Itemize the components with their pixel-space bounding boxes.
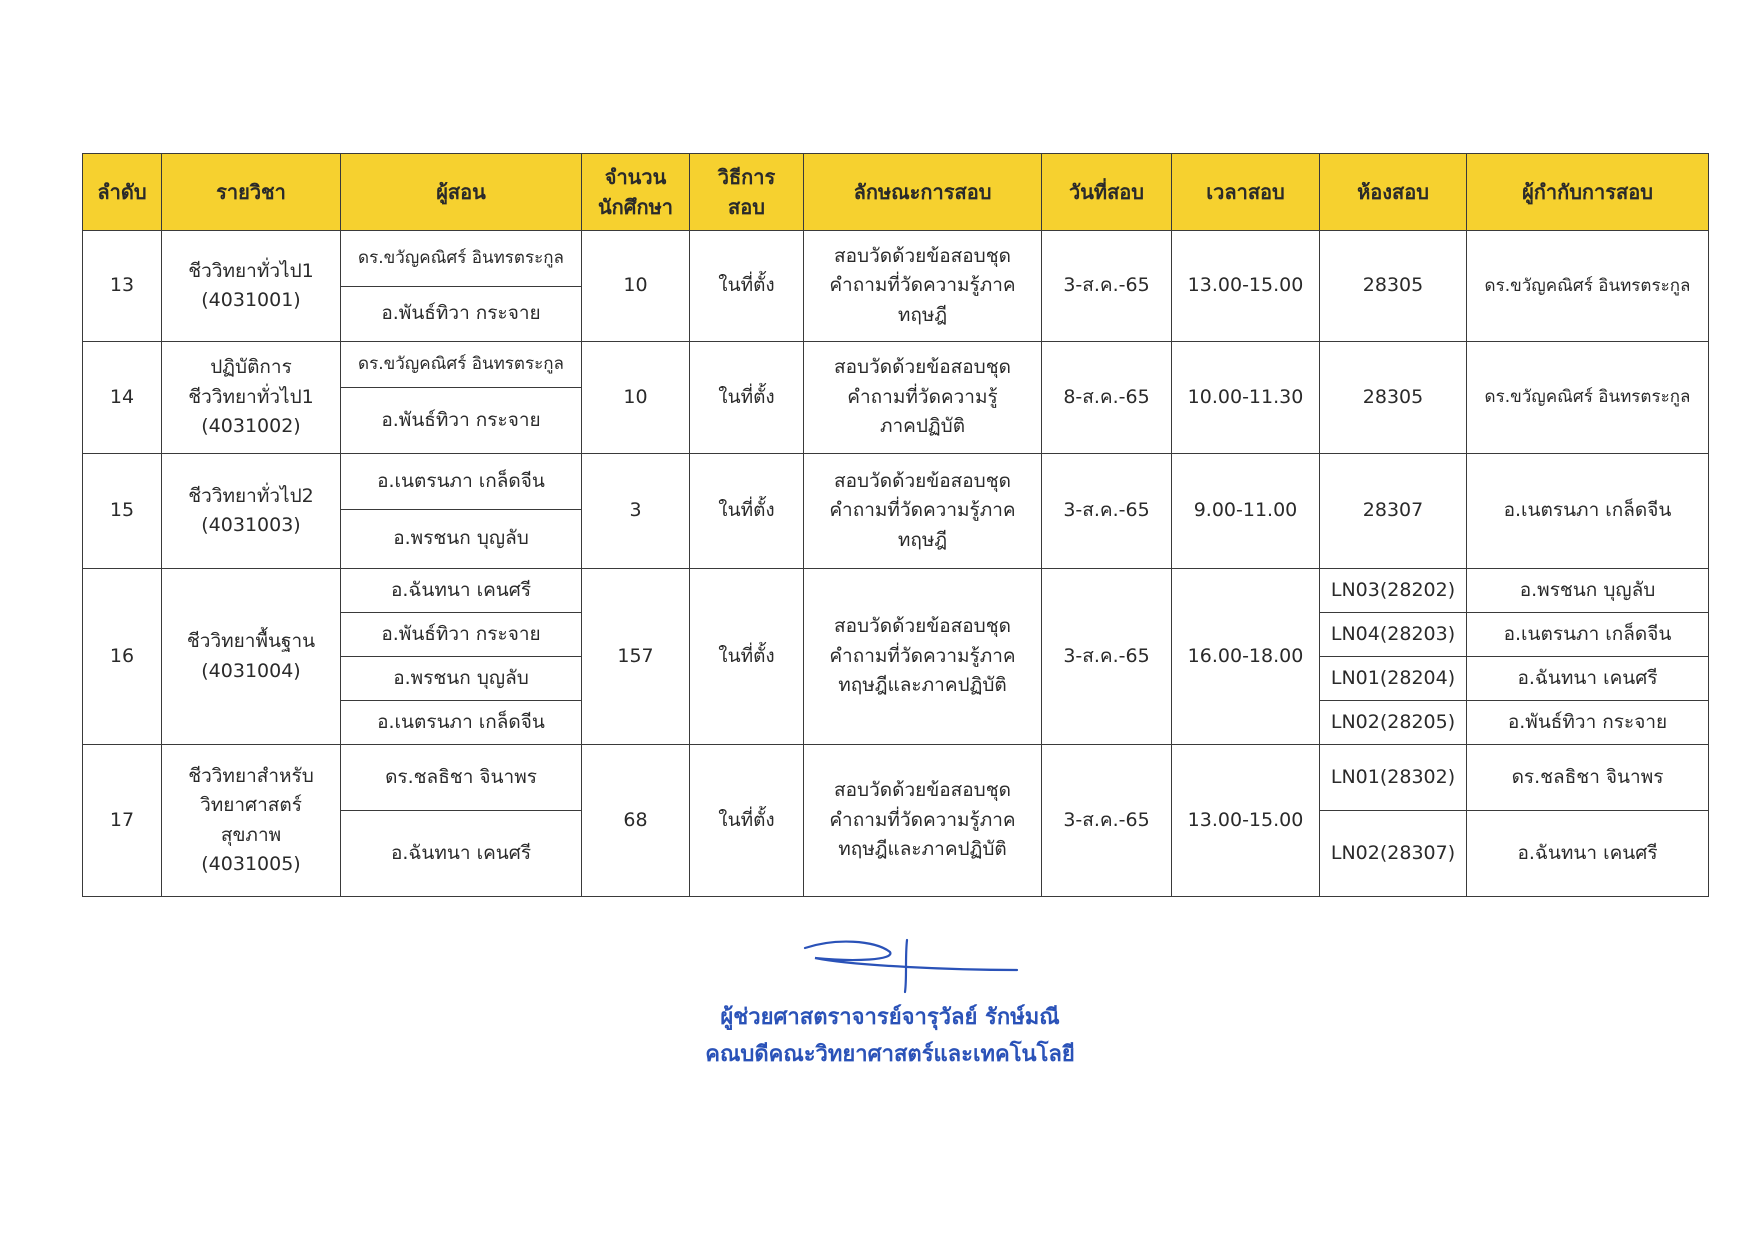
header-subject: รายวิชา xyxy=(162,154,341,231)
teacher-cell: อ.เนตรนภา เกล็ดจีน xyxy=(341,454,582,510)
time-cell: 9.00-11.00 xyxy=(1172,454,1320,569)
date-cell: 8-ส.ค.-65 xyxy=(1042,342,1172,454)
proctor-cell: ดร.ขวัญคณิศร์ อินทรตระกูล xyxy=(1467,342,1709,454)
proctor-cell: ดร.ชลธิชา จินาพร xyxy=(1467,745,1709,811)
students-cell: 10 xyxy=(582,231,690,342)
header-students: จำนวน นักศึกษา xyxy=(582,154,690,231)
subject-cell: ชีววิทยาสำหรับ วิทยาศาสตร์ สุขภาพ (4031005) xyxy=(162,745,341,897)
method-cell: ในที่ตั้ง xyxy=(690,231,804,342)
teacher-cell: ดร.ขวัญคณิศร์ อินทรตระกูล xyxy=(341,342,582,388)
method-cell: ในที่ตั้ง xyxy=(690,454,804,569)
teacher-cell: อ.พันธ์ทิวา กระจาย xyxy=(341,388,582,454)
row-number: 15 xyxy=(83,454,162,569)
room-cell: LN04(28203) xyxy=(1320,613,1467,657)
signatory-name: ผู้ช่วยศาสตราจารย์จารุวัลย์ รักษ์มณี xyxy=(720,1005,1060,1030)
table-row xyxy=(83,745,1709,811)
room-cell: 28305 xyxy=(1320,342,1467,454)
time-cell: 10.00-11.30 xyxy=(1172,342,1320,454)
room-cell: LN03(28202) xyxy=(1320,569,1467,613)
method-cell: ในที่ตั้ง xyxy=(690,569,804,745)
header-date: วันที่สอบ xyxy=(1042,154,1172,231)
exam-schedule-table xyxy=(82,153,1709,897)
proctor-cell: อ.เนตรนภา เกล็ดจีน xyxy=(1467,454,1709,569)
room-cell: LN01(28302) xyxy=(1320,745,1467,811)
format-cell: สอบวัดด้วยข้อสอบชุด คำถามที่วัดความรู้ภาค ทฤษฎี xyxy=(804,231,1042,342)
table-row xyxy=(83,231,1709,287)
teacher-cell: ดร.ชลธิชา จินาพร xyxy=(341,745,582,811)
subject-cell: ชีววิทยาทั่วไป1 (4031001) xyxy=(162,231,341,342)
header-teacher: ผู้สอน xyxy=(341,154,582,231)
students-cell: 3 xyxy=(582,454,690,569)
header-row xyxy=(83,154,1709,231)
teacher-cell: อ.พรชนก บุญลับ xyxy=(341,657,582,701)
signature-mark xyxy=(795,930,1025,1000)
time-cell: 16.00-18.00 xyxy=(1172,569,1320,745)
proctor-cell: อ.ฉันทนา เคนศรี xyxy=(1467,657,1709,701)
row-number: 14 xyxy=(83,342,162,454)
students-cell: 68 xyxy=(582,745,690,897)
proctor-cell: ดร.ขวัญคณิศร์ อินทรตระกูล xyxy=(1467,231,1709,342)
subject-cell: ชีววิทยาทั่วไป2 (4031003) xyxy=(162,454,341,569)
format-cell: สอบวัดด้วยข้อสอบชุด คำถามที่วัดความรู้ ภาคปฏิบัติ xyxy=(804,342,1042,454)
method-cell: ในที่ตั้ง xyxy=(690,342,804,454)
teacher-cell: อ.เนตรนภา เกล็ดจีน xyxy=(341,701,582,745)
date-cell: 3-ส.ค.-65 xyxy=(1042,454,1172,569)
students-cell: 10 xyxy=(582,342,690,454)
date-cell: 3-ส.ค.-65 xyxy=(1042,569,1172,745)
proctor-cell: อ.ฉันทนา เคนศรี xyxy=(1467,811,1709,897)
students-cell: 157 xyxy=(582,569,690,745)
header-proctor: ผู้กำกับการสอบ xyxy=(1467,154,1709,231)
row-number: 13 xyxy=(83,231,162,342)
time-cell: 13.00-15.00 xyxy=(1172,745,1320,897)
row-number: 17 xyxy=(83,745,162,897)
format-cell: สอบวัดด้วยข้อสอบชุด คำถามที่วัดความรู้ภาค ทฤษฎี xyxy=(804,454,1042,569)
date-cell: 3-ส.ค.-65 xyxy=(1042,745,1172,897)
teacher-cell: อ.พรชนก บุญลับ xyxy=(341,510,582,569)
row-number: 16 xyxy=(83,569,162,745)
time-cell: 13.00-15.00 xyxy=(1172,231,1320,342)
proctor-cell: อ.พันธ์ทิวา กระจาย xyxy=(1467,701,1709,745)
date-cell: 3-ส.ค.-65 xyxy=(1042,231,1172,342)
room-cell: 28307 xyxy=(1320,454,1467,569)
method-cell: ในที่ตั้ง xyxy=(690,745,804,897)
table-row xyxy=(83,342,1709,388)
subject-cell: ชีววิทยาพื้นฐาน (4031004) xyxy=(162,569,341,745)
room-cell: LN01(28204) xyxy=(1320,657,1467,701)
teacher-cell: อ.พันธ์ทิวา กระจาย xyxy=(341,613,582,657)
header-method: วิธีการ สอบ xyxy=(690,154,804,231)
proctor-cell: อ.เนตรนภา เกล็ดจีน xyxy=(1467,613,1709,657)
subject-cell: ปฏิบัติการ ชีววิทยาทั่วไป1 (4031002) xyxy=(162,342,341,454)
header-no: ลำดับ xyxy=(83,154,162,231)
room-cell: LN02(28307) xyxy=(1320,811,1467,897)
header-time: เวลาสอบ xyxy=(1172,154,1320,231)
proctor-cell: อ.พรชนก บุญลับ xyxy=(1467,569,1709,613)
teacher-cell: อ.ฉันทนา เคนศรี xyxy=(341,569,582,613)
table-row xyxy=(83,454,1709,510)
teacher-cell: อ.ฉันทนา เคนศรี xyxy=(341,811,582,897)
room-cell: 28305 xyxy=(1320,231,1467,342)
table-row xyxy=(83,569,1709,613)
header-room: ห้องสอบ xyxy=(1320,154,1467,231)
header-format: ลักษณะการสอบ xyxy=(804,154,1042,231)
format-cell: สอบวัดด้วยข้อสอบชุด คำถามที่วัดความรู้ภาค ทฤษฎีและภาคปฏิบัติ xyxy=(804,745,1042,897)
teacher-cell: อ.พันธ์ทิวา กระจาย xyxy=(341,287,582,342)
teacher-cell: ดร.ขวัญคณิศร์ อินทรตระกูล xyxy=(341,231,582,287)
format-cell: สอบวัดด้วยข้อสอบชุด คำถามที่วัดความรู้ภาค ทฤษฎีและภาคปฏิบัติ xyxy=(804,569,1042,745)
room-cell: LN02(28205) xyxy=(1320,701,1467,745)
signatory-title: คณบดีคณะวิทยาศาสตร์และเทคโนโลยี xyxy=(705,1042,1075,1067)
